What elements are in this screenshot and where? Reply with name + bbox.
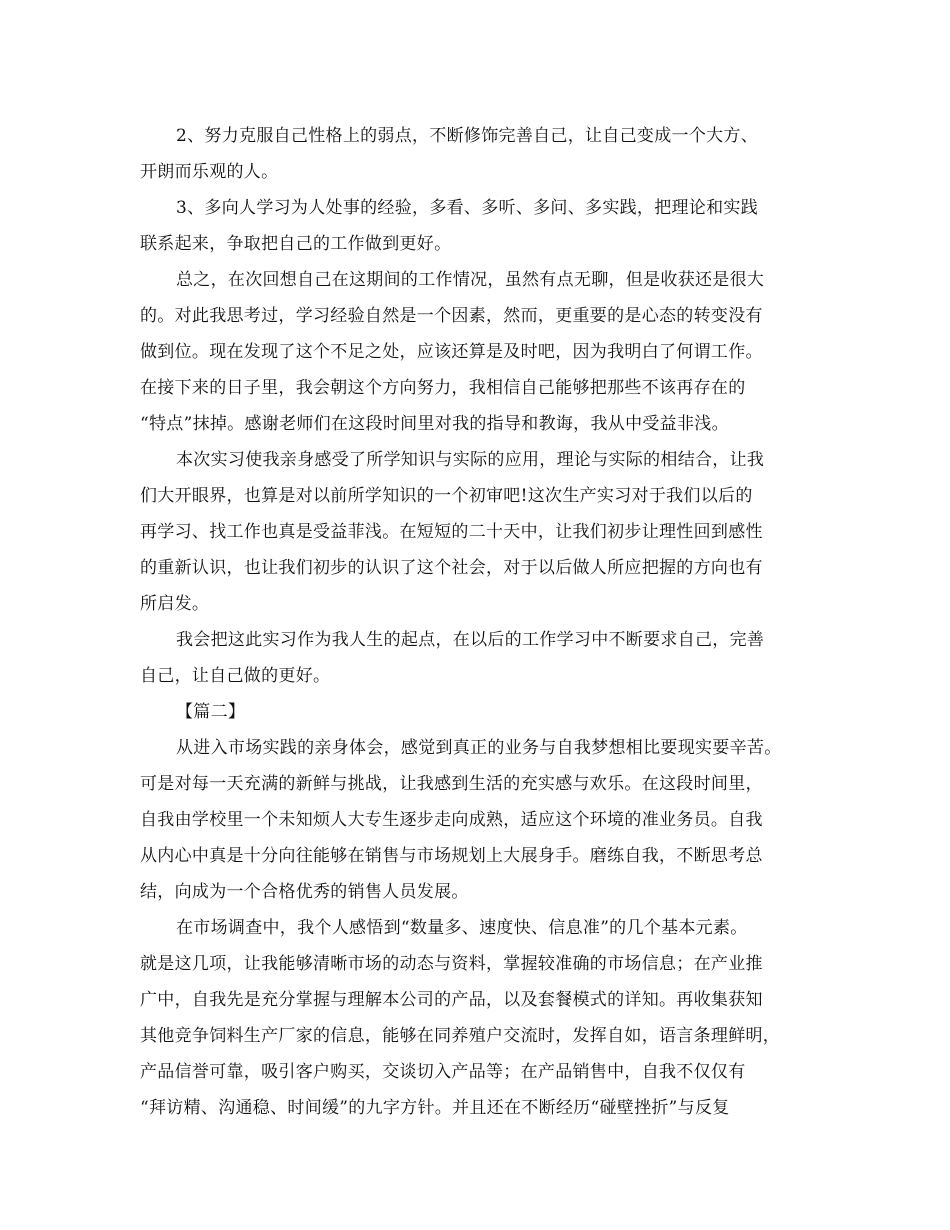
text-line: 的重新认识，也让我们初步的认识了这个社会，对于以后做人所应把握的方向也有 [140,558,763,578]
text-line: 我会把这此实习作为我人生的起点，在以后的工作学习中不断要求自己，完善 [176,630,765,650]
text-line: “拜访精、沟通稳、时间缓”的九字方针。并且还在不断经历“碰壁挫折”与反复 [140,1098,730,1118]
text-line: 结，向成为一个合格优秀的销售人员发展。 [140,882,469,902]
text-line: 广中，自我先是充分掌握与理解本公司的产品，以及套餐模式的详知。再收集获知 [140,990,763,1010]
text-line: 开朗而乐观的人。 [140,162,279,182]
text-line: “特点”抹掉。感谢老师们在这段时间里对我的指导和教诲，我从中受益非浅。 [140,414,729,434]
text-line: 们大开眼界，也算是对以前所学知识的一个初审吧!这次生产实习对于我们以后的 [140,486,753,506]
text-line: 就是这几项，让我能够清晰市场的动态与资料，掌握较准确的市场信息；在产业推 [140,954,763,974]
text-line: 从内心中真是十分向往能够在销售与市场规划上大展身手。磨练自我，不断思考总 [140,846,763,866]
text-line: 联系起来，争取把自己的工作做到更好。 [140,234,452,254]
text-line: 其他竞争饲料生产厂家的信息，能够在同养殖户交流时，发挥自如，语言条理鲜明， [140,1026,781,1046]
section-heading: 【篇二】 [176,702,246,722]
text-line: 所启发。 [140,594,210,614]
text-line: 可是对每一天充满的新鲜与挑战，让我感到生活的充实感与欢乐。在这段时间里， [140,774,763,794]
text-line: 的。对此我思考过，学习经验自然是一个因素，然而，更重要的是心态的转变没有 [140,306,763,326]
body-text [140,118,830,1126]
text-line: 从进入市场实践的亲身体会，感觉到真正的业务与自我梦想相比要现实要辛苦。 [176,738,782,758]
text-line: 做到位。现在发现了这个不足之处，应该还算是及时吧，因为我明白了何谓工作。 [140,342,763,362]
text-line: 再学习、找工作也真是受益菲浅。在短短的二十天中，让我们初步让理性回到感性 [140,522,763,542]
text-line: 自己，让自己做的更好。 [140,666,331,686]
text-line: 总之，在次回想自己在这期间的工作情况，虽然有点无聊，但是收获还是很大 [176,270,765,290]
text-line: 自我由学校里一个未知烦人大专生逐步走向成熟，适应这个环境的准业务员。自我 [140,810,763,830]
text-line: 2、努力克服自己性格上的弱点，不断修饰完善自己，让自己变成一个大方、 [176,126,759,146]
text-line: 在接下来的日子里，我会朝这个方向努力，我相信自己能够把那些不该再存在的 [140,378,746,398]
text-line: 3、多向人学习为人处事的经验，多看、多听、多问、多实践，把理论和实践 [176,198,759,218]
text-line: 产品信誉可靠，吸引客户购买，交谈切入产品等；在产品销售中，自我不仅仅有 [140,1062,746,1082]
text-line: 在市场调查中，我个人感悟到“数量多、速度快、信息准”的几个基本元素。 [176,918,748,938]
text-line: 本次实习使我亲身感受了所学知识与实际的应用，理论与实际的相结合，让我 [176,450,765,470]
